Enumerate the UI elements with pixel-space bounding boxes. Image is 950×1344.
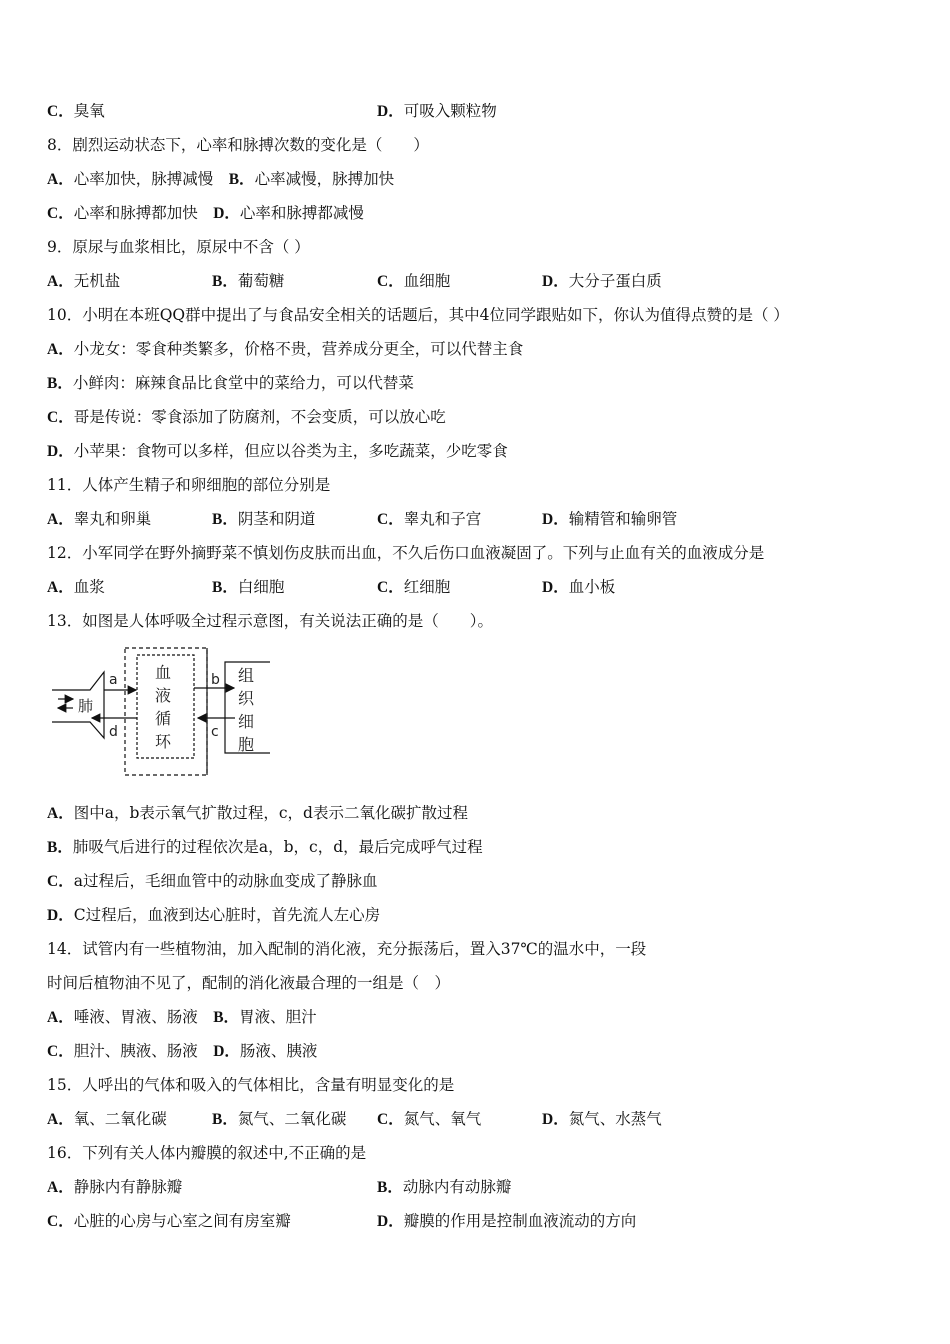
options-line <box>47 400 446 434</box>
option-text: 肺吸气后进行的过程依次是a，b，c，d，最后完成呼气过程 <box>72 838 483 856</box>
option-label: C． <box>377 1111 404 1128</box>
option-label: A． <box>47 341 74 358</box>
option-label: A． <box>47 1179 74 1196</box>
option-text: 红细胞 <box>403 578 451 596</box>
answer-option <box>377 570 450 605</box>
question-text: 11．人体产生精子和卵细胞的部位分别是 <box>47 476 331 494</box>
options-line <box>47 1034 317 1068</box>
option-text: 瓣膜的作用是控制血液流动的方向 <box>403 1212 637 1230</box>
options-line <box>47 830 483 864</box>
option-text: 血浆 <box>73 578 105 596</box>
option-text: 睾丸和卵巢 <box>73 510 152 528</box>
tissue-char: 胞 <box>238 735 255 754</box>
options-line <box>47 898 380 932</box>
question-text: 10．小明在本班QQ群中提出了与食品安全相关的话题后，其中4位同学跟贴如下，你认为值得点赞的是（ ） <box>47 306 789 324</box>
option-text: 白细胞 <box>237 578 285 596</box>
option-text: 胆汁、胰液、肠液 <box>73 1042 214 1060</box>
option-text: 静脉内有静脉瓣 <box>73 1178 183 1196</box>
option-label: D． <box>213 205 240 222</box>
option-text: 大分子蛋白质 <box>568 272 662 290</box>
options-line <box>47 366 414 400</box>
label-d: d <box>109 724 118 740</box>
option-label: C． <box>377 579 404 596</box>
option-label: A． <box>47 805 74 822</box>
option-text: 肠液、胰液 <box>239 1042 318 1060</box>
label-a: a <box>109 672 118 688</box>
answer-option <box>377 502 481 537</box>
option-text: 氧、二氧化碳 <box>73 1110 167 1128</box>
option-text: 血小板 <box>568 578 616 596</box>
options-line <box>47 1000 317 1034</box>
option-text: 睾丸和子宫 <box>403 510 482 528</box>
option-label: C． <box>47 873 74 890</box>
option-text: 动脉内有动脉瓣 <box>402 1178 512 1196</box>
answer-option <box>47 1204 291 1239</box>
respiration-diagram <box>40 640 280 780</box>
label-c: c <box>211 724 219 740</box>
blood-char: 液 <box>154 686 172 705</box>
answer-option <box>542 570 615 605</box>
option-text: 氮气、二氧化碳 <box>237 1110 347 1128</box>
answer-option <box>47 502 151 537</box>
option-label: C． <box>377 273 404 290</box>
option-label: D． <box>542 273 569 290</box>
option-text: 心率和脉搏都加快 <box>73 204 214 222</box>
option-label: C． <box>47 1213 74 1230</box>
tissue-char: 细 <box>238 712 255 731</box>
blood-char: 血 <box>154 663 172 682</box>
option-label: D． <box>542 511 569 528</box>
option-label: B． <box>228 171 255 188</box>
options-line <box>47 796 468 830</box>
options-line <box>47 162 394 196</box>
answer-option <box>212 1102 346 1137</box>
answer-option <box>377 1204 636 1239</box>
question-text: 12．小军同学在野外摘野菜不慎划伤皮肤而出血，不久后伤口血液凝固了。下列与止血有关的血液成分是 <box>47 544 765 562</box>
blood-char: 环 <box>154 732 172 751</box>
option-label: D． <box>47 907 74 924</box>
option-text: 无机盐 <box>73 272 121 290</box>
option-text: 小苹果：食物可以多样，但应以谷类为主，多吃蔬菜，少吃零食 <box>73 442 508 460</box>
option-text: 图中a，b表示氧气扩散过程，c，d表示二氧化碳扩散过程 <box>73 804 468 822</box>
option-label: D． <box>377 1213 404 1230</box>
option-label: C． <box>47 409 74 426</box>
option-text: 小龙女：零食种类繁多，价格不贵，营养成分更全，可以代替主食 <box>73 340 524 358</box>
option-text: 唾液、胃液、肠液 <box>73 1008 214 1026</box>
option-text: 小鲜肉：麻辣食品比食堂中的菜给力，可以代替菜 <box>72 374 414 392</box>
option-label: B． <box>377 1179 403 1196</box>
option-text: 胃液、胆汁 <box>239 1008 317 1026</box>
option-label: A． <box>47 171 74 188</box>
option-label: B． <box>47 839 73 856</box>
answer-option <box>212 264 284 299</box>
answer-option <box>377 1102 481 1137</box>
question-text: 14．试管内有一些植物油，加入配制的消化液，充分振荡后，置入37℃的温水中，一段 <box>47 940 647 958</box>
option-label: A． <box>47 511 74 528</box>
option-text: 心脏的心房与心室之间有房室瓣 <box>73 1212 291 1230</box>
option-text: 输精管和输卵管 <box>568 510 678 528</box>
tissue-char: 组 <box>238 666 255 685</box>
options-line <box>47 434 508 468</box>
answer-option <box>47 1170 182 1205</box>
answer-option <box>542 1102 662 1137</box>
option-label: B． <box>212 579 238 596</box>
answer-option <box>542 264 662 299</box>
lung-label: 肺 <box>78 697 94 715</box>
question-text: 15．人呼出的气体和吸入的气体相比，含量有明显变化的是 <box>47 1076 455 1094</box>
option-label: C． <box>47 205 74 222</box>
blood-circulation-label <box>155 663 172 751</box>
answer-option <box>47 570 105 605</box>
option-text: 心率和脉搏都减慢 <box>239 204 364 222</box>
answer-option <box>377 264 450 299</box>
option-label: D． <box>213 1043 240 1060</box>
option-text: 阴茎和阴道 <box>237 510 316 528</box>
answer-option <box>47 94 105 129</box>
tissue-cell-label <box>238 666 255 754</box>
question-text: 时间后植物油不见了，配制的消化液最合理的一组是（ ） <box>47 974 451 992</box>
option-label: B． <box>212 273 238 290</box>
question-text: 8．剧烈运动状态下，心率和脉搏次数的变化是（ ） <box>47 136 429 154</box>
option-text: a过程后，毛细血管中的动脉血变成了静脉血 <box>73 872 378 890</box>
option-label: B． <box>212 511 238 528</box>
option-label: C． <box>47 103 74 120</box>
option-text: 氮气、氧气 <box>403 1110 482 1128</box>
answer-option <box>377 94 497 129</box>
option-label: C． <box>47 1043 74 1060</box>
label-b: b <box>211 672 220 688</box>
answer-option <box>212 570 284 605</box>
option-text: 葡萄糖 <box>237 272 285 290</box>
option-text: 哥是传说：零食添加了防腐剂，不会变质，可以放心吃 <box>73 408 446 426</box>
answer-option <box>212 502 315 537</box>
option-label: A． <box>47 273 74 290</box>
option-label: D． <box>542 579 569 596</box>
option-text: 可吸入颗粒物 <box>403 102 497 120</box>
options-line <box>47 332 523 366</box>
answer-option <box>377 1170 511 1205</box>
option-label: B． <box>212 1111 238 1128</box>
option-label: A． <box>47 1009 74 1026</box>
option-label: A． <box>47 579 74 596</box>
answer-option <box>47 1102 167 1137</box>
option-label: C． <box>377 511 404 528</box>
question-text: 16．下列有关人体内瓣膜的叙述中,不正确的是 <box>47 1144 367 1162</box>
blood-char: 循 <box>154 709 172 728</box>
answer-option <box>47 264 120 299</box>
option-text: 臭氧 <box>73 102 105 120</box>
question-text: 9．原尿与血浆相比，原尿中不含（ ） <box>47 238 310 256</box>
question-text: 13．如图是人体呼吸全过程示意图，有关说法正确的是（ ）。 <box>47 612 493 630</box>
option-label: D． <box>542 1111 569 1128</box>
option-text: 血细胞 <box>403 272 451 290</box>
option-label: D． <box>377 103 404 120</box>
tissue-char: 织 <box>238 689 255 708</box>
option-text: 心率加快，脉搏减慢 <box>73 170 229 188</box>
option-label: A． <box>47 1111 74 1128</box>
option-text: 心率减慢，脉搏加快 <box>254 170 395 188</box>
option-text: C过程后，血液到达心脏时，首先流人左心房 <box>73 906 381 924</box>
option-label: B． <box>213 1009 240 1026</box>
option-label: B． <box>47 375 73 392</box>
options-line <box>47 864 377 898</box>
options-line <box>47 196 364 230</box>
option-text: 氮气、水蒸气 <box>568 1110 662 1128</box>
answer-option <box>542 502 677 537</box>
option-label: D． <box>47 443 74 460</box>
